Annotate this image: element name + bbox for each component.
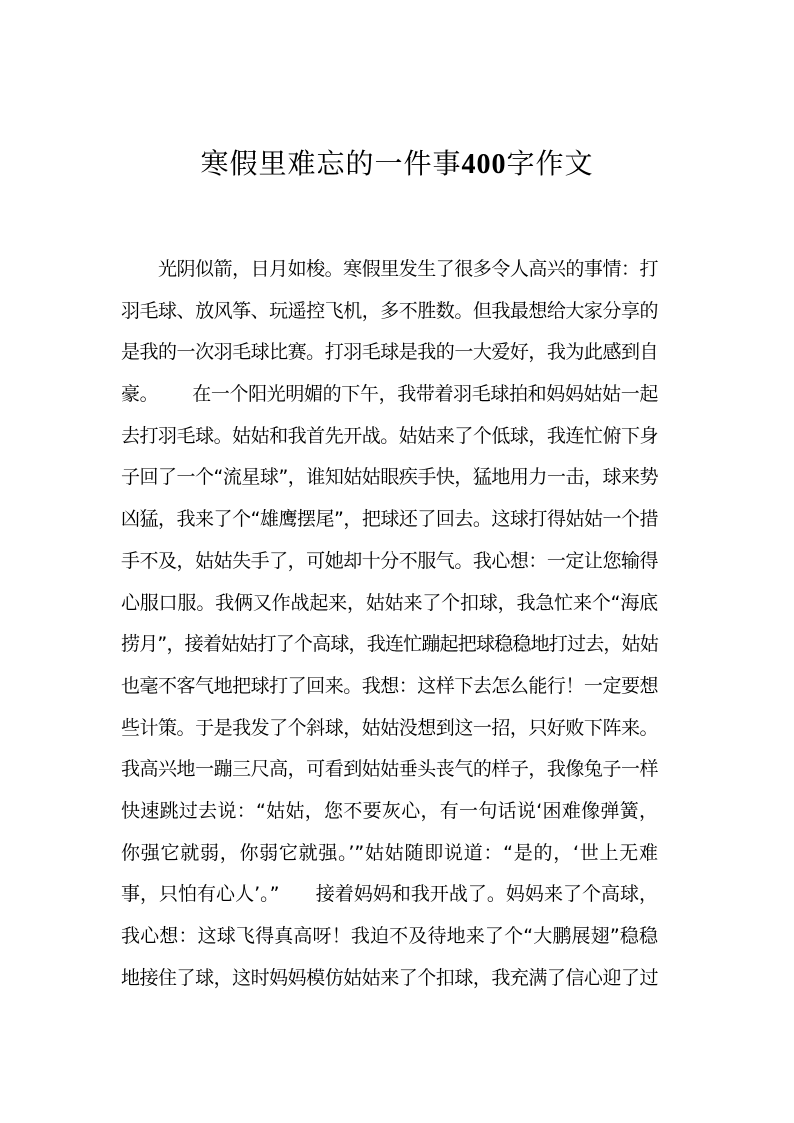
paragraph-line: 心服口服。我俩又作战起来，姑姑来了个扣球，我急忙来个“海底	[121, 591, 658, 614]
document-title	[0, 146, 794, 183]
paragraph-line: 我高兴地一蹦三尺高，可看到姑姑垂头丧气的样子，我像兔子一样	[121, 758, 658, 781]
paragraph-line: 去打羽毛球。姑姑和我首先开战。姑姑来了个低球，我连忙俯下身	[121, 424, 658, 447]
paragraph-line: 些计策。于是我发了个斜球，姑姑没想到这一招，只好败下阵来。	[121, 716, 658, 739]
title-number: 400	[461, 149, 507, 180]
paragraph-line: 是我的一次羽毛球比赛。打羽毛球是我的一大爱好，我为此感到自	[121, 341, 658, 364]
paragraph-line: 我心想：这球飞得真高呀！我迫不及待地来了个“大鹏展翅”稳稳	[121, 925, 658, 947]
paragraph-line: 快速跳过去说：“姑姑，您不要灰心，有一句话说‘困难像弹簧，	[121, 799, 658, 822]
paragraph-line: 手不及，姑姑失手了，可她却十分不服气。我心想：一定让您输得	[121, 549, 658, 572]
title-text-prefix: 寒假里难忘的一件事	[200, 147, 462, 180]
paragraph-line: 也毫不客气地把球打了回来。我想：这样下去怎么能行！一定要想	[121, 674, 658, 697]
paragraph-line: 豪。 在一个阳光明媚的下午，我带着羽毛球拍和妈妈姑姑一起	[121, 383, 658, 406]
paragraph-line: 地接住了球，这时妈妈模仿姑姑来了个扣球，我充满了信心迎了过	[121, 966, 658, 989]
paragraph-line: 光阴似箭，日月如梭。寒假里发生了很多令人高兴的事情：打	[158, 258, 658, 280]
paragraph-line: 捞月”，接着姑姑打了个高球，我连忙蹦起把球稳稳地打过去，姑姑	[121, 633, 658, 656]
paragraph-line: 你强它就弱，你弱它就强。’”姑姑随即说道：“是的，‘世上无难	[121, 841, 658, 864]
title-text-suffix: 字作文	[506, 147, 594, 180]
paragraph-line: 羽毛球、放风筝、玩遥控飞机，多不胜数。但我最想给大家分享的	[121, 299, 658, 322]
essay-body	[121, 249, 658, 999]
paragraph-line: 子回了一个“流星球”，谁知姑姑眼疾手快，猛地用力一击，球来势	[121, 466, 658, 489]
paragraph-line: 凶猛，我来了个“雄鹰摆尾”，把球还了回去。这球打得姑姑一个措	[121, 508, 658, 531]
paragraph-line: 事，只怕有心人’。” 接着妈妈和我开战了。妈妈来了个高球，	[121, 883, 658, 906]
